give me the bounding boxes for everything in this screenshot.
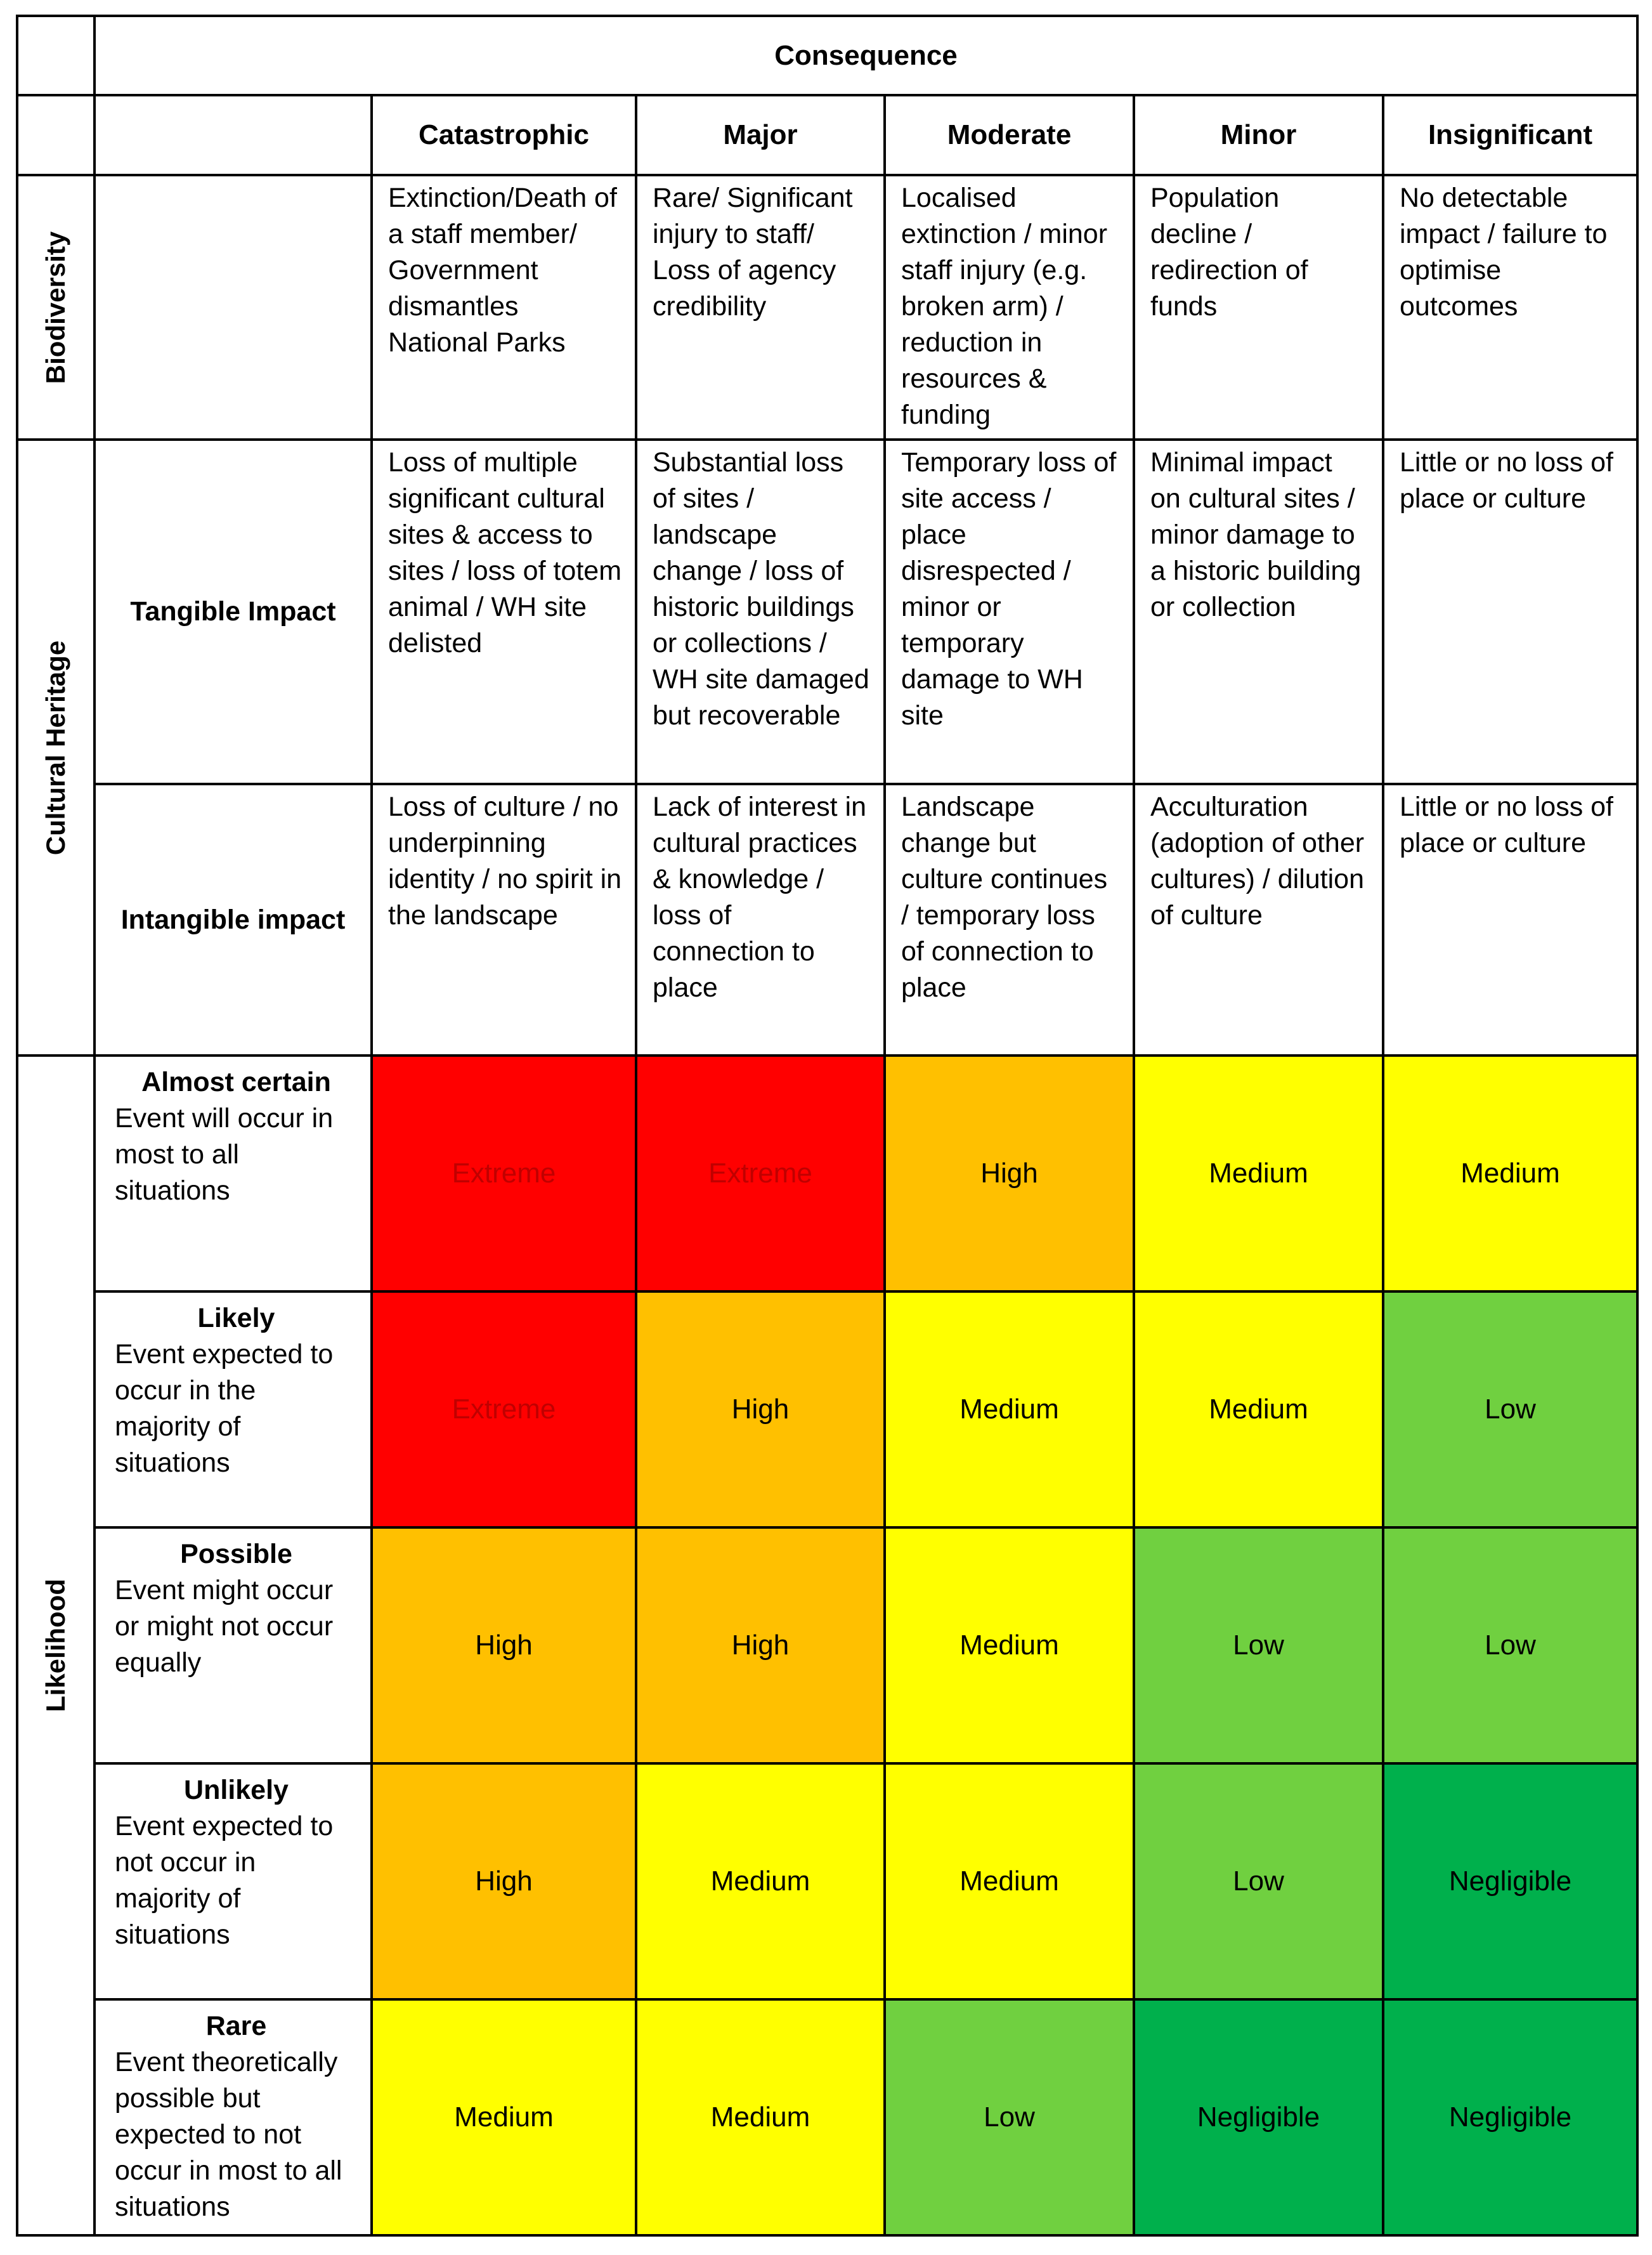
risk-cell: Extreme — [372, 1291, 636, 1527]
likelihood-description: Event might occur or might not occur equally — [115, 1575, 334, 1678]
risk-cell: Medium — [1383, 1056, 1637, 1291]
corner-cell — [17, 95, 94, 175]
risk-cell: Medium — [1134, 1291, 1383, 1527]
risk-cell: Medium — [636, 1763, 885, 1999]
risk-cell: High — [372, 1763, 636, 1999]
risk-cell: Negligible — [1383, 1999, 1637, 2235]
risk-cell: Negligible — [1134, 1999, 1383, 2235]
biodiversity-minor: Population decline / redirection of funds — [1134, 175, 1383, 440]
consequence-header: Consequence — [94, 16, 1637, 95]
likelihood-description: Event expected to occur in the majority of situations — [115, 1339, 334, 1478]
intangible-catastrophic: Loss of culture / no underpinning identity / no spirit in the landscape — [372, 784, 636, 1056]
col-header-moderate: Moderate — [885, 95, 1134, 175]
intangible-moderate: Landscape change but culture continues / temporary loss of connection to place — [885, 784, 1134, 1056]
col-header-insignificant: Insignificant — [1383, 95, 1637, 175]
risk-cell: Medium — [1134, 1056, 1383, 1291]
likelihood-row-label — [94, 1527, 372, 1763]
risk-cell: Medium — [372, 1999, 636, 2235]
likelihood-title: Rare — [205, 2011, 267, 2041]
risk-cell: Extreme — [372, 1056, 636, 1291]
likelihood-description: Event will occur in most to all situations — [115, 1103, 334, 1206]
corner-cell — [17, 16, 94, 95]
likelihood-description: Event expected to not occur in majority of situations — [115, 1811, 334, 1950]
risk-cell: Low — [1383, 1291, 1637, 1527]
col-header-major: Major — [636, 95, 885, 175]
tangible-major: Substantial loss of sites / landscape change / loss of historic buildings or collections / WH site damaged but recoverable — [636, 440, 885, 784]
corner-cell — [94, 95, 372, 175]
tangible-minor: Minimal impact on cultural sites / minor damage to a historic building or collection — [1134, 440, 1383, 784]
likelihood-title: Almost certain — [141, 1067, 331, 1097]
risk-cell: High — [372, 1527, 636, 1763]
tangible-impact-label: Tangible Impact — [94, 440, 372, 784]
risk-cell: Medium — [885, 1527, 1134, 1763]
biodiversity-catastrophic: Extinction/Death of a staff member/ Government dismantles National Parks — [372, 175, 636, 440]
risk-matrix-table — [16, 15, 1639, 2237]
biodiversity-label: Biodiversity — [41, 231, 70, 384]
risk-cell: Medium — [636, 1999, 885, 2235]
likelihood-title: Likely — [197, 1303, 275, 1333]
intangible-impact-label: Intangible impact — [94, 784, 372, 1056]
biodiversity-side-label — [17, 175, 94, 440]
risk-cell: Low — [1134, 1763, 1383, 1999]
biodiversity-major: Rare/ Significant injury to staff/ Loss of agency credibility — [636, 175, 885, 440]
col-header-minor: Minor — [1134, 95, 1383, 175]
likelihood-title: Unlikely — [184, 1775, 289, 1805]
tangible-insignificant: Little or no loss of place or culture — [1383, 440, 1637, 784]
risk-cell: Extreme — [636, 1056, 885, 1291]
risk-cell: Low — [885, 1999, 1134, 2235]
biodiversity-moderate: Localised extinction / minor staff injury (e.g. broken arm) / reduction in resources & funding — [885, 175, 1134, 440]
likelihood-row-label — [94, 1763, 372, 1999]
likelihood-label: Likelihood — [41, 1579, 70, 1712]
col-header-catastrophic: Catastrophic — [372, 95, 636, 175]
risk-cell: High — [636, 1291, 885, 1527]
risk-cell: High — [885, 1056, 1134, 1291]
tangible-moderate: Temporary loss of site access / place disrespected / minor or temporary damage to WH site — [885, 440, 1134, 784]
risk-cell: Medium — [885, 1291, 1134, 1527]
intangible-insignificant: Little or no loss of place or culture — [1383, 784, 1637, 1056]
likelihood-row-label — [94, 1291, 372, 1527]
likelihood-title: Possible — [180, 1539, 292, 1569]
intangible-major: Lack of interest in cultural practices & knowledge / loss of connection to place — [636, 784, 885, 1056]
likelihood-row-label — [94, 1056, 372, 1291]
biodiversity-insignificant: No detectable impact / failure to optimise outcomes — [1383, 175, 1637, 440]
risk-cell: High — [636, 1527, 885, 1763]
cultural-heritage-side-label — [17, 440, 94, 1056]
tangible-catastrophic: Loss of multiple significant cultural sites & access to sites / loss of totem animal / WH site delisted — [372, 440, 636, 784]
likelihood-description: Event theoretically possible but expected to not occur in most to all situations — [115, 2047, 342, 2222]
risk-cell: Medium — [885, 1763, 1134, 1999]
risk-cell: Negligible — [1383, 1763, 1637, 1999]
cultural-heritage-label: Cultural Heritage — [41, 640, 70, 855]
likelihood-side-label — [17, 1056, 94, 2235]
risk-cell: Low — [1134, 1527, 1383, 1763]
intangible-minor: Acculturation (adoption of other cultures) / dilution of culture — [1134, 784, 1383, 1056]
risk-cell: Low — [1383, 1527, 1637, 1763]
likelihood-row-label — [94, 1999, 372, 2235]
biodiversity-empty-cell — [94, 175, 372, 440]
